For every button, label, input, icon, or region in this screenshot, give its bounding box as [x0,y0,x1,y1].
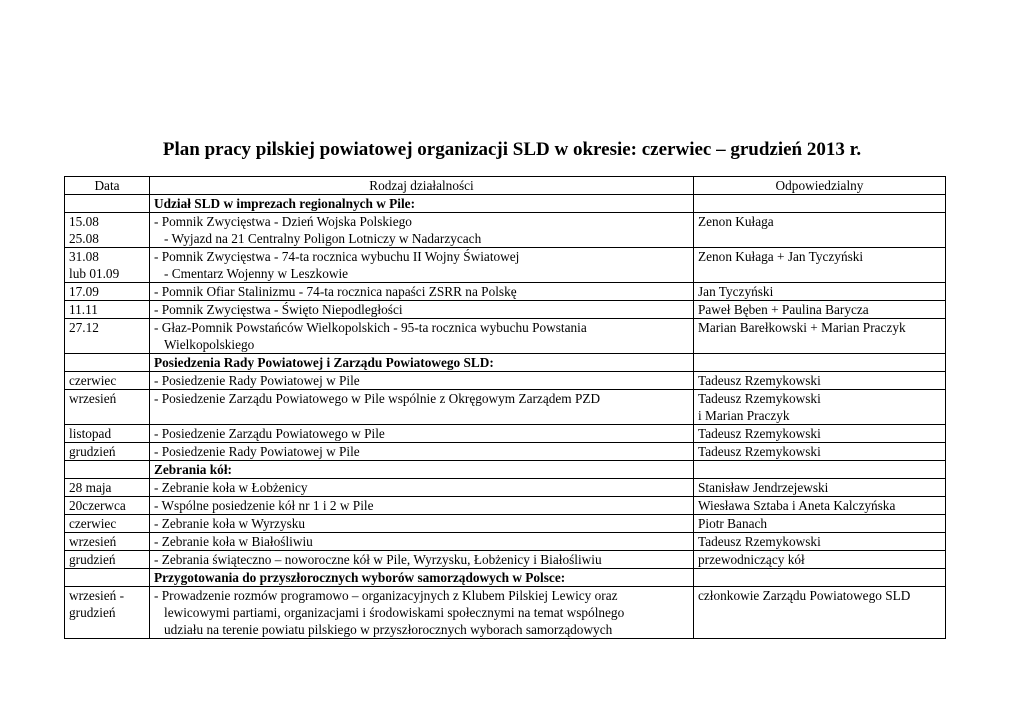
activity-cell [150,533,694,551]
page-title: Plan pracy pilskiej powiatowej organizacji SLD w okresie: czerwiec – grudzień 2013 r. [162,139,862,160]
date-cell [65,301,150,319]
section-heading-row [65,354,946,372]
activity-cell-line: - Posiedzenie Zarządu Powiatowego w Pile wspólnie z Okręgowym Zarządem PZD [154,391,601,406]
activity-cell [150,301,694,319]
activity-cell-line: - Zebranie koła w Wyrzysku [154,516,306,531]
date-cell-line: 25.08 [69,231,99,246]
table-row [65,533,946,551]
activity-cell-line: Wielkopolskiego [164,337,255,352]
responsible-cell-line: Paweł Bęben + Paulina Barycza [698,302,869,317]
section-heading: Posiedzenia Rady Powiatowej i Zarządu Powiatowego SLD: [150,354,694,372]
empty-cell [65,461,150,479]
responsible-cell [694,283,946,301]
date-cell [65,425,150,443]
activity-cell [150,372,694,390]
date-cell-line: 17.09 [69,284,99,299]
activity-cell-line: - Pomnik Ofiar Stalinizmu - 74-ta rocznica napaści ZSRR na Polskę [154,284,517,299]
table-row [65,372,946,390]
date-cell [65,497,150,515]
activity-cell-line: - Posiedzenie Rady Powiatowej w Pile [154,444,360,459]
date-cell-line: czerwiec [69,373,117,388]
date-cell-line: wrzesień [69,391,117,406]
section-heading-row [65,195,946,213]
activity-cell [150,425,694,443]
plan-table [64,176,946,639]
date-cell [65,319,150,354]
responsible-cell [694,533,946,551]
date-cell-line: 15.08 [69,214,99,229]
empty-cell [694,354,946,372]
date-cell-line: wrzesień [69,534,117,549]
date-cell-line: 20czerwca [69,498,126,513]
section-heading: Zebrania kół: [150,461,694,479]
responsible-cell-line: Zenon Kułaga [698,214,774,229]
table-row [65,587,946,639]
activity-cell-line: - Pomnik Zwycięstwa - Święto Niepodległości [154,302,403,317]
activity-cell-line: - Wspólne posiedzenie kół nr 1 i 2 w Pile [154,498,374,513]
table-row [65,390,946,425]
responsible-cell [694,515,946,533]
table-row [65,497,946,515]
activity-cell [150,319,694,354]
date-cell [65,515,150,533]
responsible-cell-line: Jan Tyczyński [698,284,774,299]
date-cell-line: wrzesień - [69,588,125,603]
date-cell [65,390,150,425]
date-cell [65,587,150,639]
table-row [65,301,946,319]
date-cell-line: 31.08 [69,249,99,264]
activity-cell-line: - Wyjazd na 21 Centralny Poligon Lotniczy w Nadarzycach [164,231,482,246]
responsible-cell-line: Marian Barełkowski + Marian Praczyk [698,320,906,335]
date-cell [65,213,150,248]
responsible-cell [694,443,946,461]
date-cell-line: lub 01.09 [69,266,120,281]
section-heading-row [65,569,946,587]
responsible-cell-line: Tadeusz Rzemykowski [698,391,821,406]
activity-cell-line: - Głaz-Pomnik Powstańców Wielkopolskich - 95-ta rocznica wybuchu Powstania [154,320,587,335]
empty-cell [65,569,150,587]
activity-cell-line: - Zebranie koła w Łobżenicy [154,480,308,495]
activity-cell-line: - Cmentarz Wojenny w Leszkowie [164,266,349,281]
activity-cell [150,515,694,533]
activity-cell-line: lewicowymi partiami, organizacjami i środowiskami społecznymi na temat wspólnego [164,605,625,620]
table-row [65,283,946,301]
responsible-cell [694,587,946,639]
empty-cell [694,461,946,479]
header-activity: Rodzaj działalności [150,177,694,195]
activity-cell-line: udziału na terenie powiatu pilskiego w przyszłorocznych wyborach samorządowych [164,622,613,637]
date-cell-line: grudzień [69,605,116,620]
date-cell [65,551,150,569]
date-cell [65,479,150,497]
responsible-cell-line: i Marian Praczyk [698,408,790,423]
responsible-cell [694,213,946,248]
responsible-cell-line: przewodniczący kół [698,552,805,567]
responsible-cell-line: Tadeusz Rzemykowski [698,534,821,549]
responsible-cell-line: Zenon Kułaga + Jan Tyczyński [698,249,864,264]
date-cell [65,443,150,461]
empty-cell [65,195,150,213]
activity-cell-line: - Posiedzenie Zarządu Powiatowego w Pile [154,426,385,441]
activity-cell-line: - Pomnik Zwycięstwa - 74-ta rocznica wybuchu II Wojny Światowej [154,249,520,264]
activity-cell [150,587,694,639]
date-cell-line: 28 maja [69,480,112,495]
activity-cell [150,551,694,569]
responsible-cell-line: Tadeusz Rzemykowski [698,426,821,441]
responsible-cell-line: Tadeusz Rzemykowski [698,373,821,388]
table-row [65,425,946,443]
header-date: Data [65,177,150,195]
activity-cell [150,283,694,301]
responsible-cell [694,319,946,354]
activity-cell-line: - Prowadzenie rozmów programowo – organizacyjnych z Klubem Pilskiej Lewicy oraz [154,588,618,603]
activity-cell [150,443,694,461]
activity-cell [150,497,694,515]
section-heading-row [65,461,946,479]
activity-cell [150,213,694,248]
responsible-cell [694,497,946,515]
responsible-cell [694,479,946,497]
responsible-cell-line: Wiesława Sztaba i Aneta Kalczyńska [698,498,896,513]
responsible-cell-line: Stanisław Jendrzejewski [698,480,829,495]
table-header-row [65,177,946,195]
table-row [65,551,946,569]
date-cell-line: czerwiec [69,516,117,531]
table-row [65,213,946,248]
date-cell [65,283,150,301]
date-cell-line: 27.12 [69,320,99,335]
date-cell-line: 11.11 [69,302,98,317]
activity-cell-line: - Pomnik Zwycięstwa - Dzień Wojska Polskiego [154,214,412,229]
date-cell [65,533,150,551]
responsible-cell [694,551,946,569]
responsible-cell-line: Tadeusz Rzemykowski [698,444,821,459]
section-heading: Przygotowania do przyszłorocznych wyborów samorządowych w Polsce: [150,569,694,587]
responsible-cell-line: członkowie Zarządu Powiatowego SLD [698,588,911,603]
header-responsible: Odpowiedzialny [694,177,946,195]
table-body [65,195,946,639]
table-row [65,319,946,354]
date-cell-line: grudzień [69,444,116,459]
responsible-cell-line: Piotr Banach [698,516,768,531]
table-row [65,443,946,461]
table-row [65,479,946,497]
activity-cell [150,390,694,425]
activity-cell-line: - Zebrania świąteczno – noworoczne kół w Pile, Wyrzysku, Łobżenicy i Białośliwiu [154,552,602,567]
table-row [65,515,946,533]
activity-cell-line: - Posiedzenie Rady Powiatowej w Pile [154,373,360,388]
activity-cell [150,479,694,497]
empty-cell [694,195,946,213]
date-cell [65,248,150,283]
empty-cell [694,569,946,587]
activity-cell [150,248,694,283]
empty-cell [65,354,150,372]
responsible-cell [694,390,946,425]
section-heading: Udział SLD w imprezach regionalnych w Pile: [150,195,694,213]
table-row [65,248,946,283]
responsible-cell [694,301,946,319]
date-cell-line: listopad [69,426,112,441]
responsible-cell [694,425,946,443]
responsible-cell [694,372,946,390]
responsible-cell [694,248,946,283]
date-cell-line: grudzień [69,552,116,567]
date-cell [65,372,150,390]
activity-cell-line: - Zebranie koła w Białośliwiu [154,534,313,549]
